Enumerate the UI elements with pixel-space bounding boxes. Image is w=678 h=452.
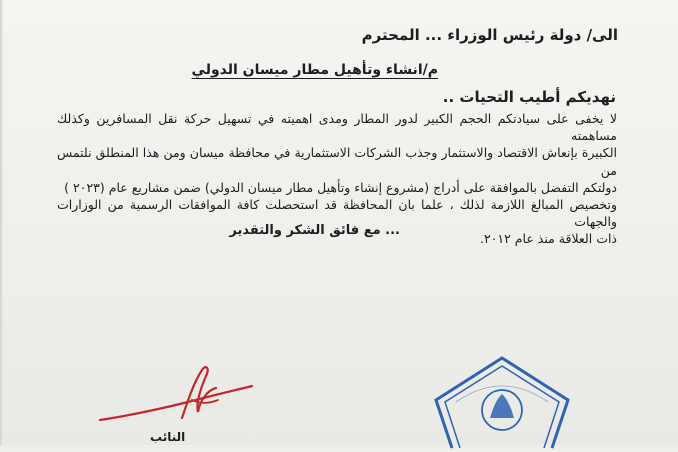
closing-line: ... مع فائق الشكر والتقدير xyxy=(229,223,400,238)
body-line: دولتكم التفضل بالموافقة على أدراج (مشروع إنشاء وتأهيل مطار ميسان الدولي) ضمن مشاريع عام (٢٠٢٣ ) xyxy=(64,179,617,195)
signatory-title: النائب xyxy=(150,430,186,444)
body-line: الكبيرة بإنعاش الاقتصاد والاستثمار وجذب الشركات الاستثمارية في محافظة ميسان ومن هذا المنطلق نلتمس من xyxy=(57,145,617,178)
greeting-line: نهديكم أطيب التحيات .. xyxy=(442,88,616,106)
addressee-line: الى/ دولة رئيس الوزراء ... المحترم xyxy=(361,26,618,44)
subject-line: م/انشاء وتأهيل مطار ميسان الدولي xyxy=(191,62,438,78)
body-line: ذات العلاقة منذ عام ٢٠١٢. xyxy=(479,231,617,247)
parliament-stamp xyxy=(432,352,572,452)
paper-edge xyxy=(0,0,3,445)
body-line: لا يخفى على سيادتكم الحجم الكبير لدور المطار ومدى اهميته في تسهيل حركة نقل المسافرين وكذلك مساهمته xyxy=(57,111,617,144)
body-line: وتخصيص المبالغ اللازمة لذلك ، علما بان المحافظة قد استحصلت كافة الموافقات الرسمية من الوزارات والجهات xyxy=(57,197,617,230)
handwritten-signature xyxy=(96,360,256,428)
